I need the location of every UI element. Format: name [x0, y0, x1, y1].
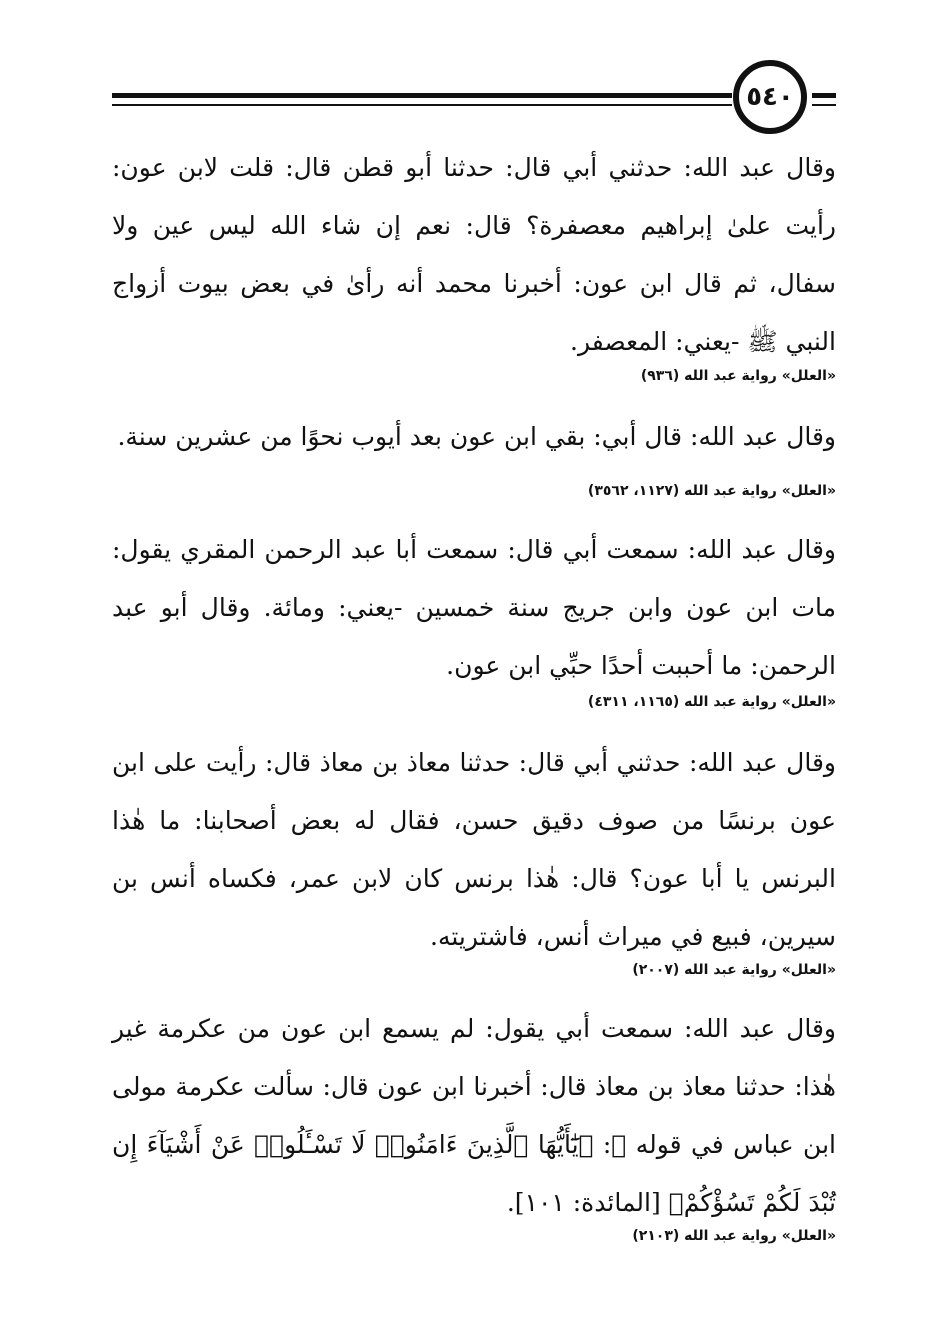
entry-2-text: وقال عبد الله: قال أبي: بقي ابن عون بعد أيوب نحوًا من عشرين سنة. [117, 422, 836, 451]
entry-3-text: وقال عبد الله: سمعت أبي قال: سمعت أبا عبد الرحمن المقري يقول: مات ابن عون وابن جريج سنة خمسين -يعني: ومائة. وقال أبو عبد الرحمن: ما أحببت أحدًا حبِّي ابن عون. [112, 535, 836, 680]
header-rule-right-thin [812, 104, 836, 106]
entry-5-reference: «العلل» رواية عبد الله (٢١٠٣) [632, 1228, 836, 1244]
header-rule-thick [112, 93, 732, 98]
entry-4-reference: «العلل» رواية عبد الله (٢٠٠٧) [632, 962, 836, 978]
entry-1-text: وقال عبد الله: حدثني أبي قال: حدثنا أبو قطن قال: قلت لابن عون: رأيت علىٰ إبراهيم معصفرة؟ قال: نعم إن شاء الله ليس عين ولا سفال، ثم قال ابن عون: أخبرنا محمد أنه رأىٰ في بعض بيوت أزواج النبي ﷺ -يعني: المعصفر. [112, 153, 836, 356]
header-rule-right-thick [812, 93, 836, 98]
entry-2-reference: «العلل» رواية عبد الله (١١٢٧، ٣٥٦٢) [587, 483, 836, 499]
entry-1-reference: «العلل» رواية عبد الله (٩٣٦) [640, 368, 836, 384]
page-header [0, 0, 943, 150]
page-number-badge [733, 60, 807, 134]
entry-3-reference: «العلل» رواية عبد الله (١١٦٥، ٤٣١١) [587, 694, 836, 710]
entry-4-text: وقال عبد الله: حدثني أبي قال: حدثنا معاذ بن معاذ قال: رأيت على ابن عون برنسًا من صوف دقيق حسن، فقال له بعض أصحابنا: ما هٰذا البرنس يا أبا عون؟ قال: هٰذا برنس كان لابن عمر، فكساه أنس بن سيرين، فبيع في ميراث أنس، فاشتريته. [112, 748, 836, 951]
page-number: ٥٤٠ [746, 82, 794, 112]
header-rule-thin [112, 104, 732, 106]
entry-5-text: وقال عبد الله: سمعت أبي يقول: لم يسمع ابن عون من عكرمة غير هٰذا: حدثنا معاذ بن معاذ قال: أخبرنا ابن عون قال: سألت عكرمة مولى ابن عباس في قوله ﷻ: ﴿يَٰٓأَيُّهَا ٱلَّذِينَ ءَامَنُوا۟ لَا تَسْـَٔلُوا۟ عَنْ أَشْيَآءَ إِن تُبْدَ لَكُمْ تَسُؤْكُمْ﴾ [المائدة: ١٠١]. [112, 1014, 836, 1217]
